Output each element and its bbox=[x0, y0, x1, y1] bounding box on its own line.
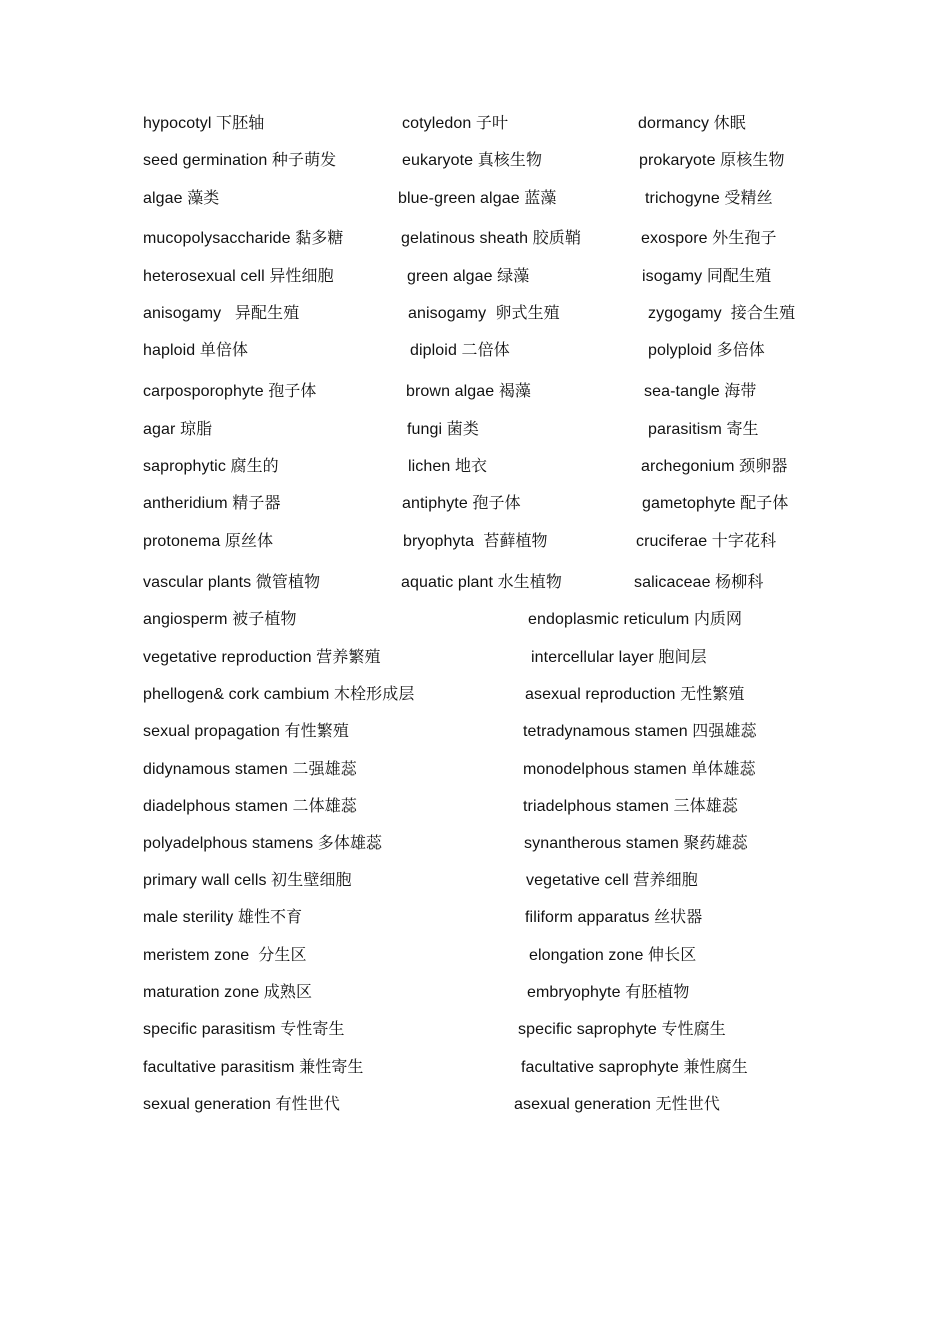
glossary-term: protonema 原丝体 bbox=[143, 533, 274, 550]
glossary-term: synantherous stamen 聚药雄蕊 bbox=[524, 835, 748, 852]
glossary-term: zygogamy 接合生殖 bbox=[648, 305, 796, 322]
glossary-term: hypocotyl 下胚轴 bbox=[143, 115, 265, 132]
glossary-term: algae 藻类 bbox=[143, 190, 220, 207]
glossary-term: monodelphous stamen 单体雄蕊 bbox=[523, 761, 756, 778]
glossary-term: polyadelphous stamens 多体雄蕊 bbox=[143, 835, 383, 852]
glossary-term: dormancy 休眠 bbox=[638, 115, 746, 132]
glossary-term: blue-green algae 蓝藻 bbox=[398, 190, 557, 207]
glossary-term: filiform apparatus 丝状器 bbox=[525, 909, 703, 926]
glossary-term: facultative saprophyte 兼性腐生 bbox=[521, 1059, 748, 1076]
glossary-term: seed germination 种子萌发 bbox=[143, 152, 337, 169]
glossary-term: haploid 单倍体 bbox=[143, 342, 249, 359]
glossary-term: maturation zone 成熟区 bbox=[143, 984, 313, 1001]
glossary-term: gametophyte 配子体 bbox=[642, 495, 789, 512]
glossary-term: anisogamy 异配生殖 bbox=[143, 305, 300, 322]
glossary-term: asexual generation 无性世代 bbox=[514, 1096, 720, 1113]
glossary-term: aquatic plant 水生植物 bbox=[401, 574, 562, 591]
glossary-term: saprophytic 腐生的 bbox=[143, 458, 279, 475]
glossary-term: diadelphous stamen 二体雄蕊 bbox=[143, 798, 357, 815]
glossary-term: fungi 菌类 bbox=[407, 421, 479, 438]
glossary-term: archegonium 颈卵器 bbox=[641, 458, 788, 475]
glossary-term: specific saprophyte 专性腐生 bbox=[518, 1021, 726, 1038]
glossary-term: diploid 二倍体 bbox=[410, 342, 510, 359]
glossary-term: asexual reproduction 无性繁殖 bbox=[525, 686, 745, 703]
glossary-term: intercellular layer 胞间层 bbox=[531, 649, 707, 666]
glossary-term: didynamous stamen 二强雄蕊 bbox=[143, 761, 357, 778]
glossary-term: cotyledon 子叶 bbox=[402, 115, 509, 132]
glossary-term: endoplasmic reticulum 内质网 bbox=[528, 611, 743, 628]
glossary-term: tetradynamous stamen 四强雄蕊 bbox=[523, 723, 757, 740]
glossary-term: green algae 绿藻 bbox=[407, 268, 530, 285]
glossary-term: eukaryote 真核生物 bbox=[402, 152, 543, 169]
glossary-term: embryophyte 有胚植物 bbox=[527, 984, 690, 1001]
glossary-term: cruciferae 十字花科 bbox=[636, 533, 777, 550]
glossary-term: elongation zone 伸长区 bbox=[529, 947, 697, 964]
glossary-term: angiosperm 被子植物 bbox=[143, 611, 297, 628]
glossary-term: trichogyne 受精丝 bbox=[645, 190, 773, 207]
glossary-term: carposporophyte 孢子体 bbox=[143, 383, 317, 400]
glossary-term: vegetative cell 营养细胞 bbox=[526, 872, 698, 889]
glossary-term: antiphyte 孢子体 bbox=[402, 495, 521, 512]
glossary-term: primary wall cells 初生壁细胞 bbox=[143, 872, 352, 889]
glossary-term: meristem zone 分生区 bbox=[143, 947, 307, 964]
glossary-term: antheridium 精子器 bbox=[143, 495, 281, 512]
glossary-term: specific parasitism 专性寄生 bbox=[143, 1021, 345, 1038]
glossary-term: brown algae 褐藻 bbox=[406, 383, 532, 400]
glossary-term: facultative parasitism 兼性寄生 bbox=[143, 1059, 364, 1076]
glossary-term: mucopolysaccharide 黏多糖 bbox=[143, 230, 344, 247]
glossary-term: anisogamy 卵式生殖 bbox=[408, 305, 560, 322]
glossary-term: bryophyta 苔藓植物 bbox=[403, 533, 548, 550]
glossary-term: polyploid 多倍体 bbox=[648, 342, 765, 359]
glossary-term: triadelphous stamen 三体雄蕊 bbox=[523, 798, 738, 815]
glossary-term: parasitism 寄生 bbox=[648, 421, 759, 438]
glossary-term: sexual propagation 有性繁殖 bbox=[143, 723, 349, 740]
glossary-term: prokaryote 原核生物 bbox=[639, 152, 785, 169]
glossary-term: vegetative reproduction 营养繁殖 bbox=[143, 649, 381, 666]
glossary-term: sexual generation 有性世代 bbox=[143, 1096, 340, 1113]
glossary-term: lichen 地衣 bbox=[408, 458, 488, 475]
glossary-term: vascular plants 微管植物 bbox=[143, 574, 321, 591]
glossary-term: male sterility 雄性不育 bbox=[143, 909, 303, 926]
glossary-term: heterosexual cell 异性细胞 bbox=[143, 268, 334, 285]
glossary-term: isogamy 同配生殖 bbox=[642, 268, 772, 285]
glossary-term: sea-tangle 海带 bbox=[644, 383, 757, 400]
glossary-term: salicaceae 杨柳科 bbox=[634, 574, 764, 591]
glossary-term: exospore 外生孢子 bbox=[641, 230, 777, 247]
glossary-term: gelatinous sheath 胶质鞘 bbox=[401, 230, 581, 247]
glossary-term: phellogen& cork cambium 木栓形成层 bbox=[143, 686, 415, 703]
glossary-term: agar 琼脂 bbox=[143, 421, 213, 438]
